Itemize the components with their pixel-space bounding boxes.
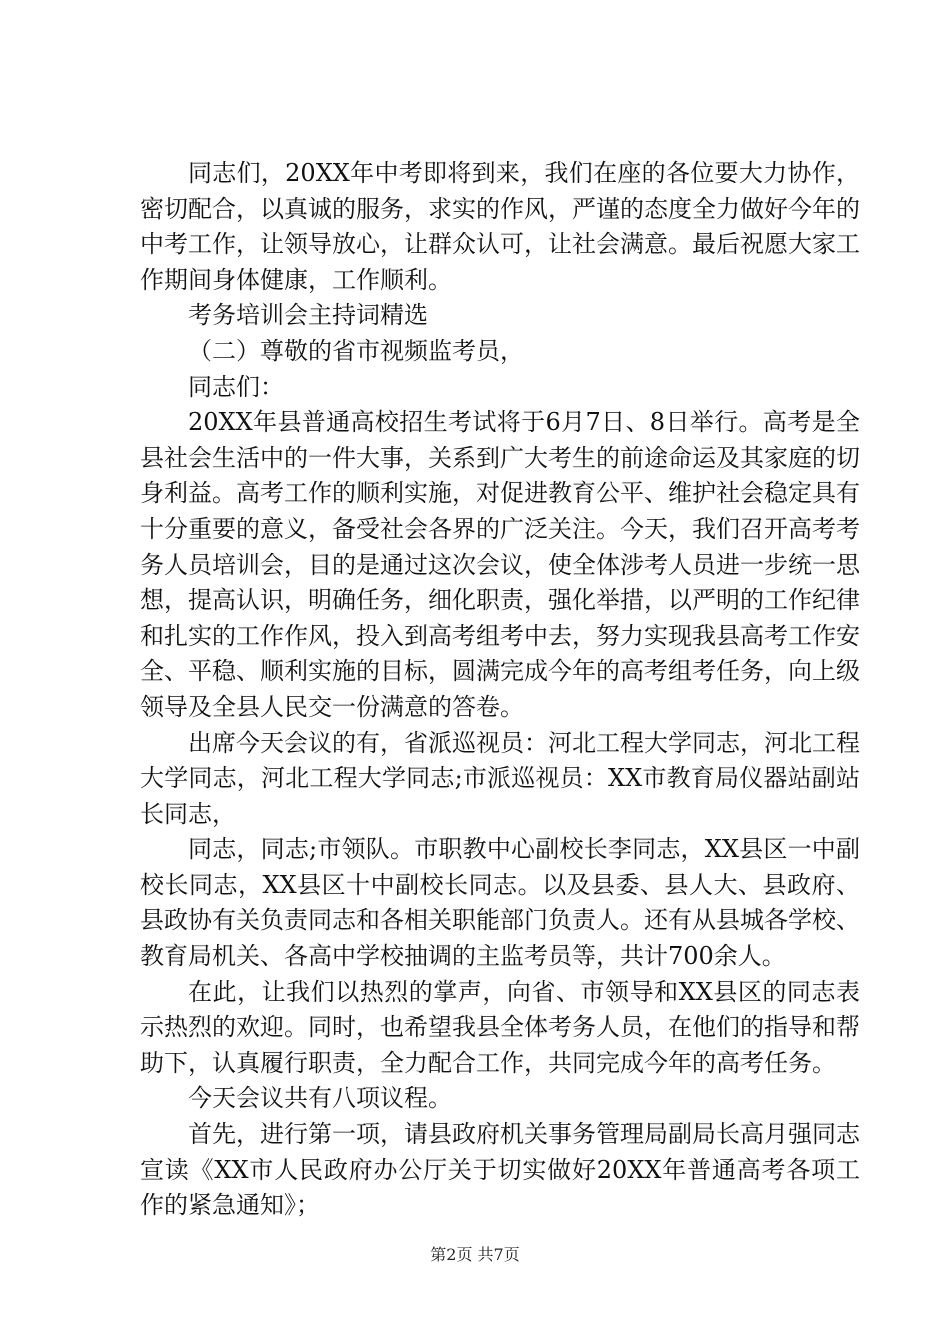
salutation-comrades: 同志们： xyxy=(188,372,284,401)
paragraph-welcome: 在此，让我们以热烈的掌声，向省、市领导和XX县区的同志表示热烈的欢迎。同时，也希望我县全体考务人员，在他们的指导和帮助下，认真履行职责，全力配合工作，共同完成今年的高考任务。 xyxy=(140,977,860,1077)
paragraph-exam-intro: 20XX年县普通高校招生考试将于6月7日、8日举行。高考是全县社会生活中的一件大事，关系到广大考生的前途命运及其家庭的切身利益。高考工作的顺利实施，对促进教育公平、维护社会稳定具有十分重要的意义，备受社会各界的广泛关注。今天，我们召开高考考务人员培训会，目的是通过这次会议，使全体涉考人员进一步统一思想，提高认识，明确任务，细化职责，强化举措，以严明的工作纪律和扎实的工作作风，投入到高考组考中去，努力实现我县高考工作安全、平稳、顺利实施的目标，圆满完成今年的高考组考任务，向上级领导及全县人民交一份满意的答卷。 xyxy=(140,408,860,721)
document-body xyxy=(140,156,860,1224)
paragraph-agenda-item-one: 首先，进行第一项，请县政府机关事务管理局副局长高月强同志宣读《XX市人民政府办公厅关于切实做好20XX年普通高考各项工作的紧急通知》； xyxy=(140,1120,860,1220)
salutation-line: （二）尊敬的省市视频监考员， xyxy=(188,336,524,365)
section-title: 考务培训会主持词精选 xyxy=(188,301,428,330)
paragraph-attendees: 出席今天会议的有，省派巡视员：河北工程大学同志，河北工程大学同志，河北工程大学同志;市派巡视员：XX市教育局仪器站副站长同志， xyxy=(140,728,860,828)
paragraph-attendees-continued: 同志，同志;市领队。市职教中心副校长李同志，XX县区一中副校长同志，XX县区十中副校长同志。以及县委、县人大、县政府、县政协有关负责同志和各相关职能部门负责人。还有从县城各学校、教育局机关、各高中学校抽调的主监考员等，共计700余人。 xyxy=(140,835,860,971)
page-number-footer: 第2页 共7页 xyxy=(430,1245,520,1264)
paragraph-agenda-count: 今天会议共有八项议程。 xyxy=(188,1084,452,1113)
paragraph-closing-remarks: 同志们，20XX年中考即将到来，我们在座的各位要大力协作，密切配合，以真诚的服务，求实的作风，严谨的态度全力做好今年的中考工作，让领导放心，让群众认可，让社会满意。最后祝愿大家工作期间身体健康，工作顺利。 xyxy=(140,159,860,294)
